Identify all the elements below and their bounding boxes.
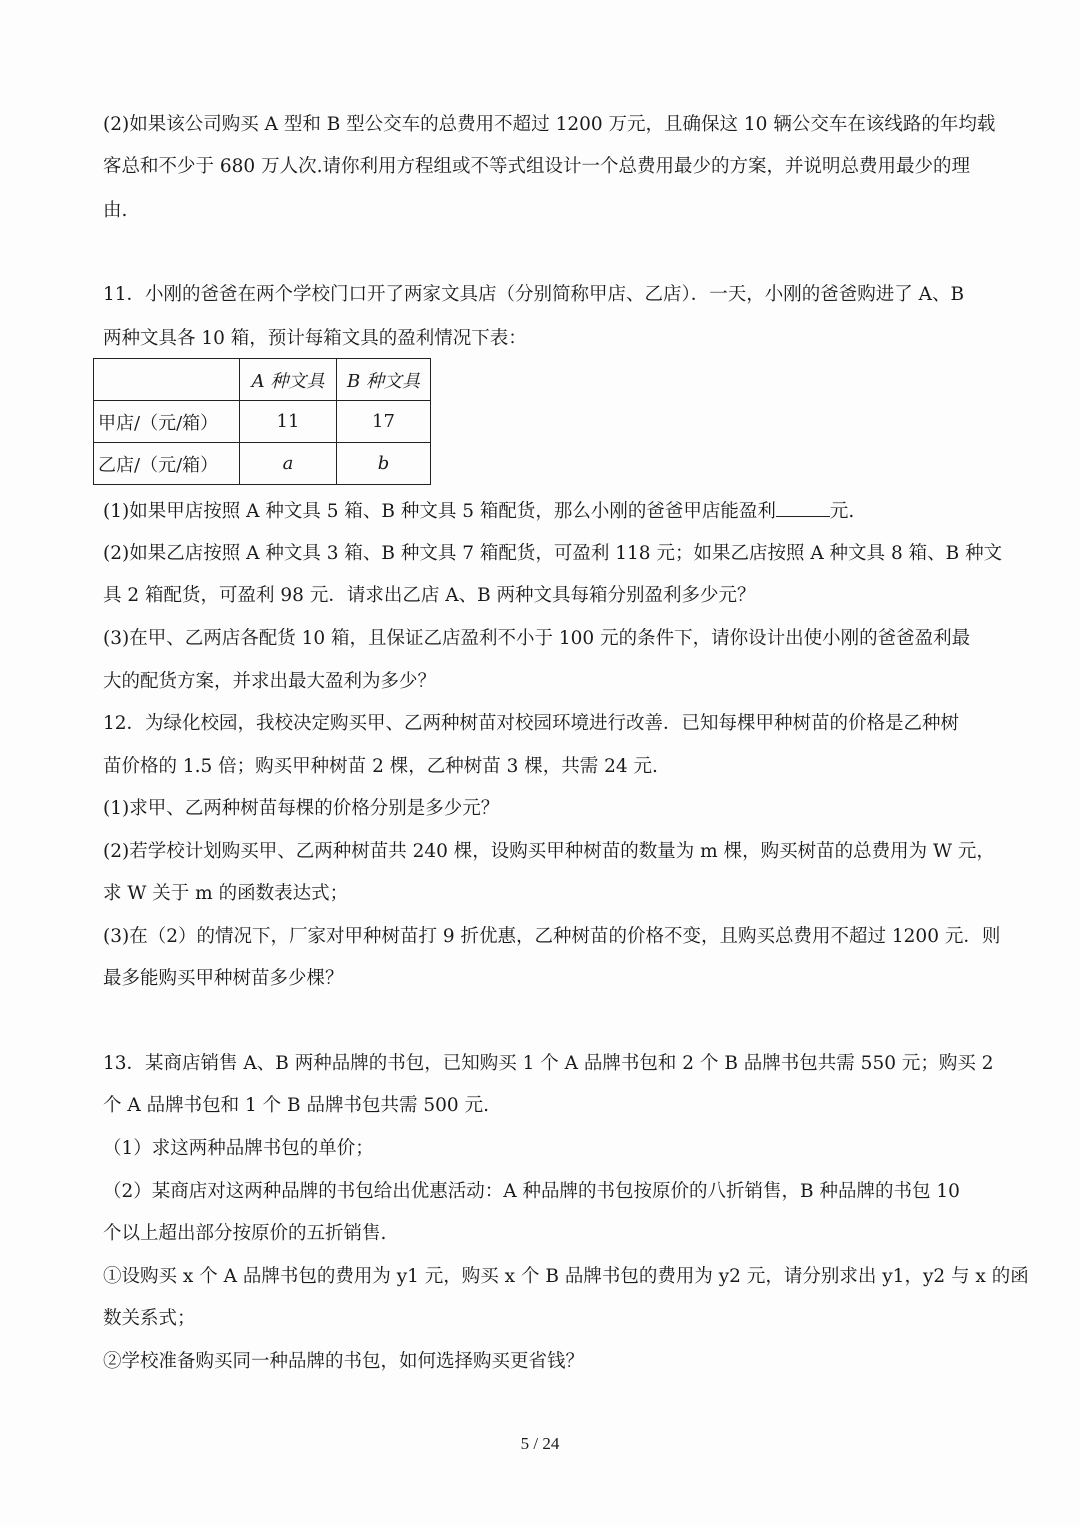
table-header-cell xyxy=(94,359,240,401)
text-line: (2)若学校计划购买甲、乙两种树苗共 240 棵，设购买甲种树苗的数量为 m 棵，购买树苗的总费用为 W 元， xyxy=(103,841,995,862)
text-line: 由. xyxy=(103,200,128,221)
text-line: (2)如果乙店按照 A 种文具 3 箱、B 种文具 7 箱配货，可盈利 118 元；如果乙店按照 A 种文具 8 箱、B 种文 xyxy=(103,543,1003,564)
text-line: （1）求这两种品牌书包的单价； xyxy=(103,1138,374,1159)
text-line: (2)如果该公司购买 A 型和 B 型公交车的总费用不超过 1200 万元，且确保这 10 辆公交车在该线路的年均载 xyxy=(103,114,996,135)
table-cell: b xyxy=(337,443,431,485)
text-line: 最多能购买甲种树苗多少棵？ xyxy=(103,968,344,989)
text-line: 11．小刚的爸爸在两个学校门口开了两家文具店（分别简称甲店、乙店）．一天，小刚的爸爸购进了 A、B xyxy=(103,284,965,305)
text-line: 13．某商店销售 A、B 两种品牌的书包，已知购买 1 个 A 品牌书包和 2 个 B 品牌书包共需 550 元；购买 2 xyxy=(103,1053,994,1074)
table-cell: a xyxy=(240,443,337,485)
table-cell: 17 xyxy=(337,401,431,443)
table-cell: 11 xyxy=(240,401,337,443)
text-line: 求 W 关于 m 的函数表达式； xyxy=(103,883,349,904)
text-line: 个 A 品牌书包和 1 个 B 品牌书包共需 500 元. xyxy=(103,1095,489,1116)
text-line: (3)在（2）的情况下，厂家对甲种树苗打 9 折优惠，乙种树苗的价格不变，且购买总费用不超过 1200 元．则 xyxy=(103,926,1001,947)
table-header-cell: B 种文具 xyxy=(337,359,431,401)
text-line: 两种文具各 10 箱，预计每箱文具的盈利情况下表： xyxy=(103,328,527,349)
answer-blank xyxy=(776,498,830,517)
table-header-row xyxy=(94,359,431,401)
text-line: 数关系式； xyxy=(103,1308,196,1329)
text-line: 客总和不少于 680 万人次.请你利用方程组或不等式组设计一个总费用最少的方案，并说明总费用最少的理 xyxy=(103,156,970,177)
text-line: (3)在甲、乙两店各配货 10 箱，且保证乙店盈利不小于 100 元的条件下，请你设计出使小刚的爸爸盈利最 xyxy=(103,628,971,649)
table-cell: 甲店/（元/箱） xyxy=(94,401,240,443)
profit-table xyxy=(93,358,431,485)
text-line: ①设购买 x 个 A 品牌书包的费用为 y1 元，购买 x 个 B 品牌书包的费用为 y2 元，请分别求出 y1，y2 与 x 的函 xyxy=(103,1266,1029,1287)
text-line: （2）某商店对这两种品牌的书包给出优惠活动：A 种品牌的书包按原价的八折销售，B 种品牌的书包 10 xyxy=(103,1181,960,1202)
text-line: 具 2 箱配货，可盈利 98 元．请求出乙店 A、B 两种文具每箱分别盈利多少元？ xyxy=(103,585,756,606)
text-line: ②学校准备购买同一种品牌的书包，如何选择购买更省钱？ xyxy=(103,1351,585,1372)
text-span: 元. xyxy=(829,501,855,522)
text-line: (1)求甲、乙两种树苗每棵的价格分别是多少元？ xyxy=(103,798,500,819)
question-11-part1 xyxy=(103,498,854,524)
text-line: 个以上超出部分按原价的五折销售. xyxy=(103,1223,387,1244)
text-span: (1)如果甲店按照 A 种文具 5 箱、B 种文具 5 箱配货，那么小刚的爸爸甲店能盈利 xyxy=(103,501,776,522)
page-number: 5 / 24 xyxy=(520,1434,560,1453)
table-cell: 乙店/（元/箱） xyxy=(94,443,240,485)
table-row xyxy=(94,401,431,443)
text-line: 大的配货方案，并求出最大盈利为多少？ xyxy=(103,671,437,692)
table-row xyxy=(94,443,431,485)
table-header-cell: A 种文具 xyxy=(240,359,337,401)
text-line: 苗价格的 1.5 倍；购买甲种树苗 2 棵，乙种树苗 3 棵，共需 24 元. xyxy=(103,756,658,777)
text-line: 12．为绿化校园，我校决定购买甲、乙两种树苗对校园环境进行改善．已知每棵甲种树苗的价格是乙种树 xyxy=(103,713,960,734)
